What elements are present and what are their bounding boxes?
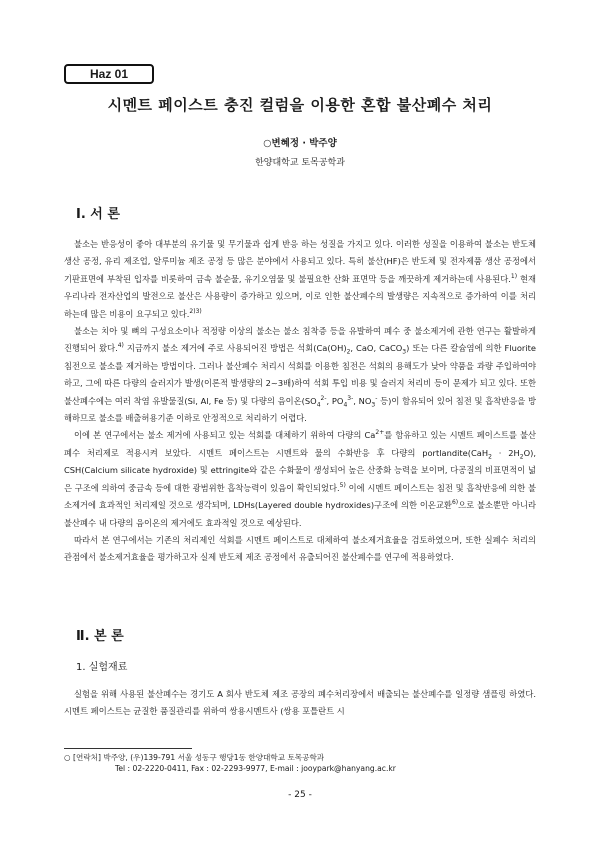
intro-paragraph-3: 이에 본 연구에서는 불소 제거에 사용되고 있는 석회를 대체하기 위하여 다량의 $Ca^{2+}$를 함유하고 있는 시멘트 페이스트를 불산폐수 처리제로 적용시켜 보았다. 시멘트 페이스트는 시멘트와 물의 수화반응 후 다량의 portlandite(CaH$_2$ · $2H_2O$), CSH(Calcium silicate hydroxide) 및 ettringite와 같은 수화물이 생성되어 높은 산중화 능력을 보이며, 다공질의 비표면적이 넓은 구조에 의하여 중금속 등에 대한 광범위한 흡착능력이 있음이 확인되었다.$^{5)}$ 이에 시멘트 페이스트는 침전 및 흡착반응에 의한 불소제거에 효과적인 처리제일 것으로 생각되며, LDHs(Layered double hydroxides)구조에 의한 이온교환$^{6)}$으로 불소뿐만 아니라 불산폐수 내 다량의 음이온의 제거에도 효과적일 것으로 예상된다. — [64, 429, 537, 528]
body-paragraph-1: 실험을 위해 사용된 불산폐수는 경기도 A 회사 반도체 제조 공장의 폐수처리장에서 배출되는 불산폐수를 일정량 샘플링 하였다. 시멘트 페이스트는 균질한 품질관리를 위하여 쌍용시멘트사 (쌍용 포틀란트 시 — [64, 689, 536, 717]
body-text — [64, 686, 536, 721]
paper-title: 시멘트 페이스트 충진 컬럼을 이용한 혼합 불산폐수 처리 — [107, 96, 493, 114]
footnote-divider — [64, 748, 192, 749]
intro-paragraph-2: 불소는 치아 및 뼈의 구성요소이나 적정량 이상의 불소는 불소 침착증 등을 유발하여 폐수 중 불소제거에 관한 연구는 활발하게 진행되어 왔다.$^{4)}$ 지금까지 불소 제거에 주로 사용되어진 방법은 석회($Ca(OH)_2$, CaO, CaCO$_3$) 또는 다른 칼슘염에 의한 Fluorite 침전으로 불소를 제거하는 방법이다. 그러나 불산폐수 처리시 석회를 이용한 침전은 석회의 용해도가 낮아 약품을 과량 주입하여야 하고, 그에 따른 다량의 슬러지가 발생(이론적 발생량의 2~3배)하여 석회 투입 비용 및 슬러지 처리비 등이 문제가 되고 있다. 또한 불산폐수에는 여러 착염 유발물질(Si, Al, Fe 등) 및 다량의 음이온($SO_4^{2-}$, $PO_4^{3-}$, $NO_3^-$ 등)이 함유되어 있어 침전 및 흡착반응을 방해하므로 불소를 배출허용기준 이하로 안정적으로 처리하기 어렵다. — [64, 326, 537, 424]
footnote-contact: ○ [연락처] 박주양, (우)139-791 서울 성동구 행당1동 한양대학교 토목공학과 — [64, 753, 325, 762]
page-number: - 25 - — [288, 790, 312, 800]
section-heading-body: Ⅱ. 본 론 — [76, 629, 124, 644]
authors: ○변혜정 · 박주양 — [263, 138, 337, 149]
affiliation: 한양대학교 토목공학과 — [255, 158, 345, 168]
session-tag: Haz 01 — [64, 64, 154, 84]
subsection-heading-materials: 1. 실험재료 — [76, 662, 128, 673]
intro-paragraph-1: 불소는 반응성이 좋아 대부분의 유기물 및 무기물과 쉽게 반응 하는 성질을 가지고 있다. 이러한 성질을 이용하여 불소는 반도체 생산 공정, 유리 제조업, 알루미늄 제조 공정 등 많은 분야에서 사용되고 있다. 특히 불산(HF)은 반도체 및 전자제품 생산 공정에서 기판표면에 부착된 입자를 비롯하여 금속 불순물, 유기오염물 및 불필요한 산화 표면막 등을 깨끗하게 제거하는데 사용된다.$^{1)}$ 현재 우리나라 전자산업의 발전으로 불산은 사용량이 증가하고 있으며, 이로 인한 불산폐수의 발생량은 지속적으로 증가하여 이를 처리하는데 많은 비용이 요구되고 있다.$^{2)3)}$ — [64, 239, 536, 319]
intro-paragraph-4: 따라서 본 연구에서는 기존의 처리제인 석회를 시멘트 페이스트로 대체하여 불소제거효율을 검토하였으며, 또한 실폐수 처리의 관점에서 불소제거효율을 평가하고자 실제 반도체 제조 공정에서 유출되어진 불산폐수를 연구에 적용하였다. — [64, 534, 536, 563]
footnote-contact-details: Tel : 02-2220-0411, Fax : 02-2293-9977, E-mail : jooypark@hanyang.ac.kr — [115, 764, 396, 773]
intro-text — [64, 236, 536, 567]
section-heading-intro: Ⅰ. 서 론 — [76, 207, 120, 222]
